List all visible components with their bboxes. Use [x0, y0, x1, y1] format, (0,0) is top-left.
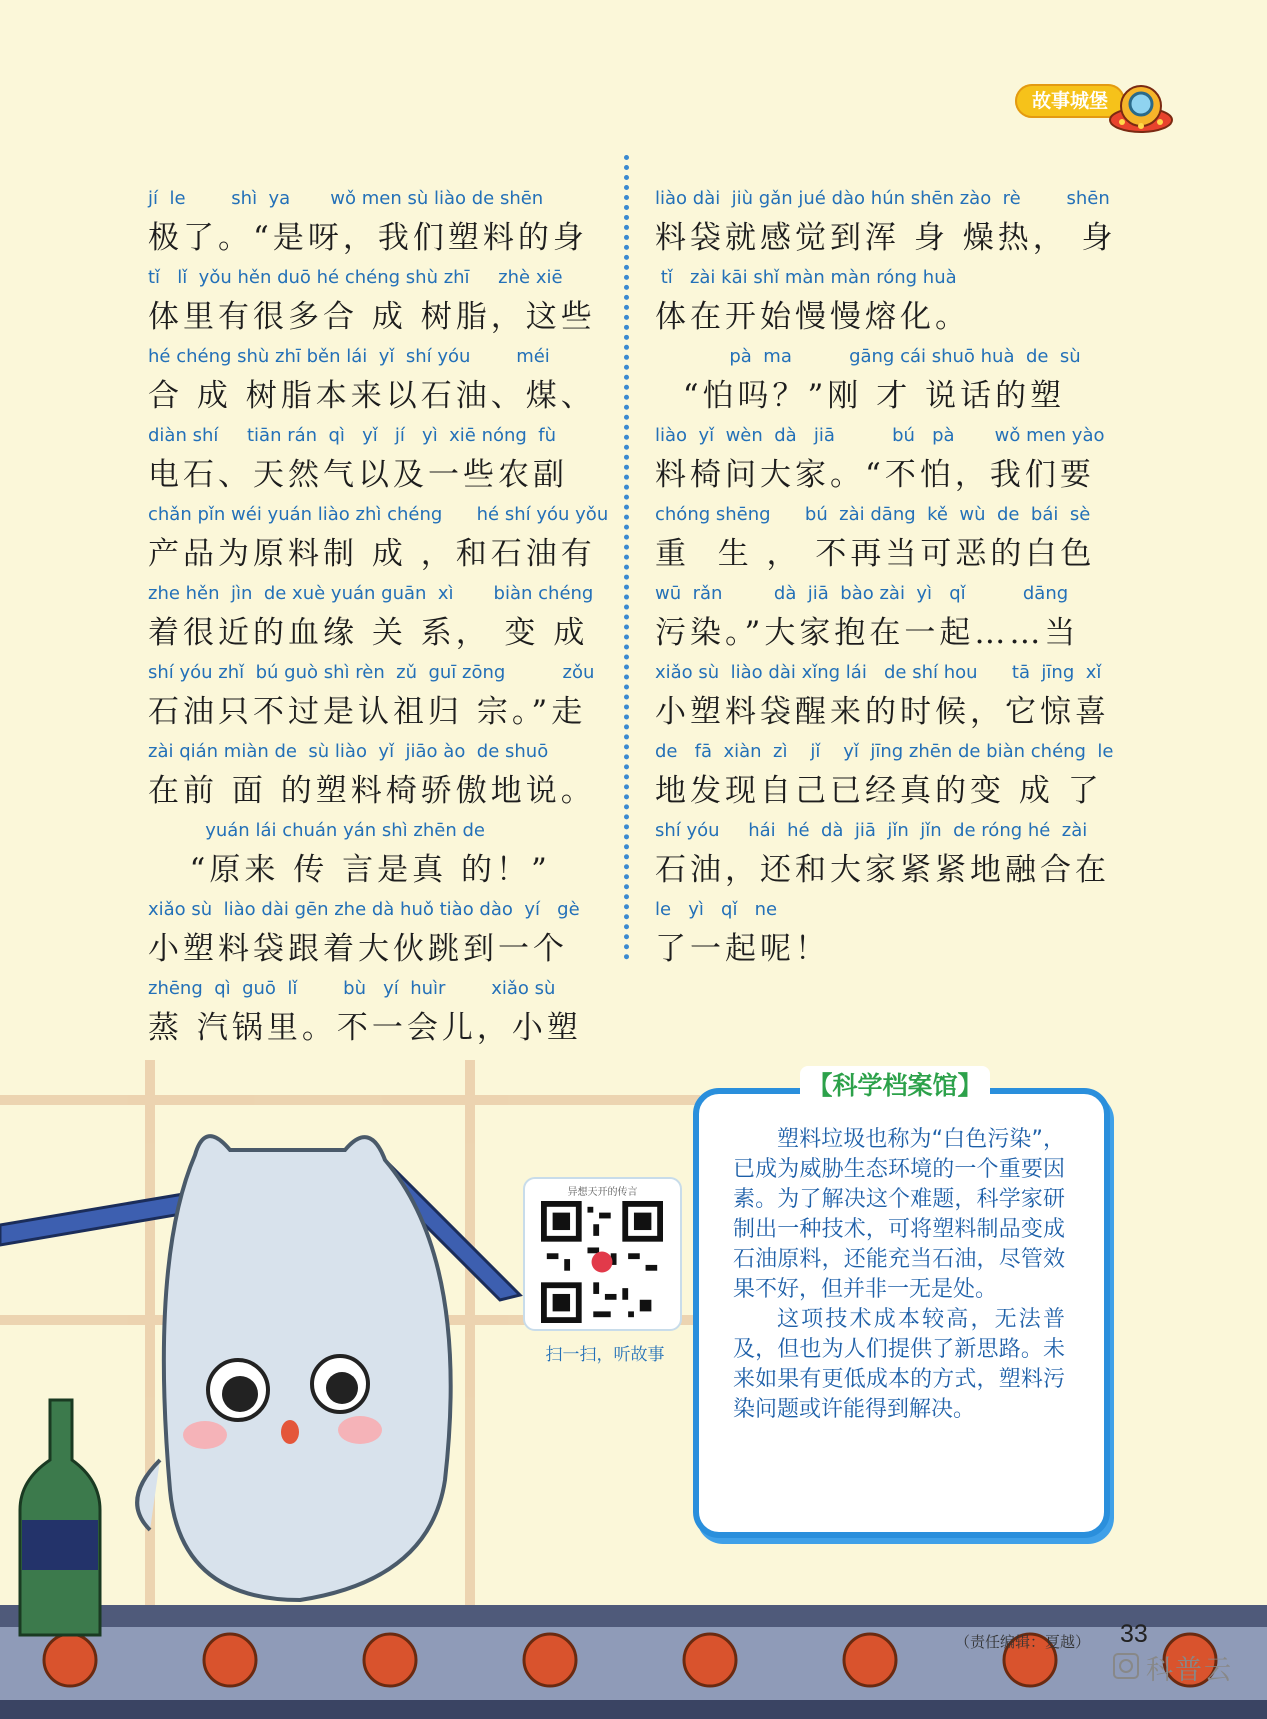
bottle	[20, 1400, 100, 1635]
ufo-icon	[1108, 76, 1174, 142]
story-line	[655, 575, 1105, 654]
chinese-text-line: 蒸 汽锅里。不一会儿，小塑	[148, 1010, 582, 1046]
chinese-text-line: 小塑料袋跟着大伙跳到一个	[148, 931, 568, 967]
story-line	[148, 259, 598, 338]
editor-credit: （责任编辑：夏越）	[955, 1633, 1091, 1651]
pinyin-line: shí yóu hái hé dà jiā jǐn jǐn de róng hé zài	[655, 820, 1088, 841]
chinese-text-line: 污染。”大家抱在一起……当	[655, 615, 1080, 651]
story-line	[148, 654, 598, 733]
section-badge: 故事城堡	[1015, 84, 1125, 118]
conveyor-belt	[0, 1605, 1267, 1719]
chinese-text-line: 合 成 树脂本来以石油、煤、	[148, 378, 596, 414]
story-line	[148, 180, 598, 259]
story-column-left	[148, 180, 609, 1049]
chinese-text-line: 体在开始慢慢熔化。	[655, 299, 970, 335]
qr-code-icon[interactable]	[541, 1201, 663, 1323]
story-line	[655, 654, 1110, 733]
pinyin-line: liào dài jiù gǎn jué dào hún shēn zào rè shēn	[655, 188, 1110, 209]
chinese-text-line: 了一起呢！	[655, 931, 830, 967]
story-line	[655, 733, 1114, 812]
plastic-bag-character	[137, 1136, 451, 1600]
pinyin-line: shí yóu zhǐ bú guò shì rèn zǔ guī zōng zǒu	[148, 662, 595, 683]
story-line	[148, 575, 598, 654]
chinese-text-line: 地发现自己已经真的变 成 了	[655, 773, 1103, 809]
qr-code-card[interactable]	[523, 1177, 682, 1331]
story-line	[148, 417, 598, 496]
chinese-text-line: 电石、天然气以及一些农副	[148, 457, 568, 493]
science-paragraph: 塑料垃圾也称为“白色污染”，已成为威胁生态环境的一个重要因素。为了解决这个难题，科学家研制出一种技术，可将塑料制品变成石油原料，还能充当石油，尽管效果不好，但并非一无是处。	[733, 1127, 1065, 1302]
story-line	[148, 812, 598, 891]
story-line	[655, 259, 1105, 338]
chinese-text-line: 料袋就感觉到浑 身 燥热， 身	[655, 220, 1117, 256]
pinyin-line: pà ma gāng cái shuō huà de sù	[655, 346, 1081, 367]
pinyin-line: xiǎo sù liào dài xǐng lái de shí hou tā jīng xǐ	[655, 662, 1102, 683]
chinese-text-line: 石油只不过是认祖归 宗。”走	[148, 694, 587, 730]
chinese-text-line: “怕吗？”刚 才 说话的塑	[655, 378, 1066, 414]
pinyin-line: le yì qǐ ne	[655, 899, 778, 920]
story-line	[148, 733, 598, 812]
pinyin-line: zhēng qì guō lǐ bù yí huìr xiǎo sù	[148, 978, 556, 999]
chinese-text-line: 极了。“是呀，我们塑料的身	[148, 220, 588, 256]
qr-caption: 扫一扫，听故事	[545, 1345, 665, 1365]
pinyin-line: chóng shēng bú zài dāng kě wù de bái sè	[655, 504, 1091, 525]
pinyin-line: wū rǎn dà jiā bào zài yì qǐ dāng	[655, 583, 1069, 604]
science-box-text	[733, 1125, 1065, 1425]
story-line	[148, 891, 598, 970]
science-box-title: 【科学档案馆】	[800, 1066, 990, 1106]
chinese-text-line: 在前 面 的塑料椅骄傲地说。	[148, 773, 596, 809]
pinyin-line: yuán lái chuán yán shì zhēn de	[148, 820, 485, 841]
story-line	[148, 338, 598, 417]
pinyin-line: liào yǐ wèn dà jiā bú pà wǒ men yào	[655, 425, 1105, 446]
pinyin-line: zhe hěn jìn de xuè yuán guān xì biàn chéng	[148, 583, 594, 604]
story-line	[655, 180, 1117, 259]
chinese-text-line: “原来 传 言是真 的！”	[148, 852, 551, 888]
chinese-text-line: 体里有很多合 成 树脂，这些	[148, 299, 596, 335]
kepuyun-logo-icon	[1112, 1652, 1140, 1680]
story-line	[655, 338, 1105, 417]
story-line	[655, 891, 1105, 970]
page-number: 33	[1120, 1620, 1148, 1648]
chinese-text-line: 石油，还和大家紧紧地融合在	[655, 852, 1110, 888]
pinyin-line: diàn shí tiān rán qì yǐ jí yì xiē nóng fù	[148, 425, 557, 446]
chinese-text-line: 小塑料袋醒来的时候，它惊喜	[655, 694, 1110, 730]
story-line	[148, 496, 609, 575]
pinyin-line: de fā xiàn zì jǐ yǐ jīng zhēn de biàn chéng le	[655, 741, 1114, 762]
pinyin-line: xiǎo sù liào dài gēn zhe dà huǒ tiào dào yí gè	[148, 899, 580, 920]
kepuyun-logo-text: 科普云	[1146, 1655, 1233, 1686]
science-paragraph: 这项技术成本较高，无法普及，但也为人们提供了新思路。未来如果有更低成本的方式，塑料污染问题或许能得到解决。	[733, 1307, 1065, 1422]
pinyin-line: chǎn pǐn wéi yuán liào zhì chéng hé shí yóu yǒu	[148, 504, 609, 525]
pinyin-line: jí le shì ya wǒ men sù liào de shēn	[148, 188, 544, 209]
pinyin-line: hé chéng shù zhī běn lái yǐ shí yóu méi	[148, 346, 550, 367]
column-divider	[624, 155, 629, 960]
pinyin-line: zài qián miàn de sù liào yǐ jiāo ào de shuō	[148, 741, 549, 762]
chinese-text-line: 料椅问大家。“不怕，我们要	[655, 457, 1095, 493]
story-line	[655, 812, 1110, 891]
story-line	[655, 417, 1105, 496]
chinese-text-line: 着很近的血缘 关 系， 变 成	[148, 615, 589, 651]
story-line	[148, 970, 598, 1049]
story-line	[655, 496, 1105, 575]
chinese-text-line: 产品为原料制 成 ，和石油有	[148, 536, 596, 572]
chinese-text-line: 重 生 ， 不再当可恶的白色	[655, 536, 1096, 572]
pinyin-line: tǐ lǐ yǒu hěn duō hé chéng shù zhī zhè xiē	[148, 267, 563, 288]
pinyin-line: tǐ zài kāi shǐ màn màn róng huà	[655, 267, 957, 288]
qr-title: 异想天开的传言	[567, 1187, 638, 1198]
story-column-right	[655, 180, 1117, 970]
